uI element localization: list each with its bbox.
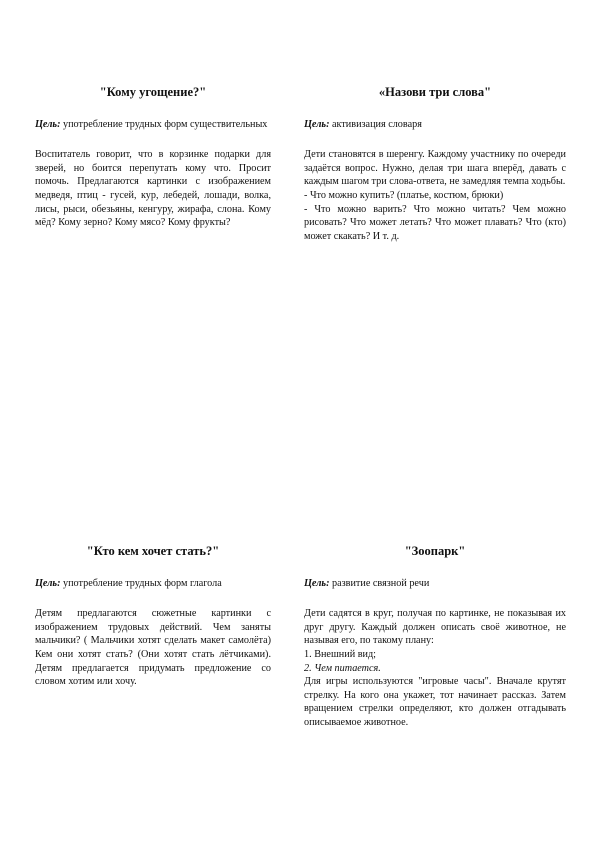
- game-title: "Кто кем хочет стать?": [86, 544, 220, 558]
- game-description: [304, 607, 566, 729]
- question-item: - Что можно варить? Что можно читать? Чем можно рисовать? Что может летать? Что может плавать? Что (кто) может скакать? И т. д.: [304, 203, 566, 242]
- plan-item: 1. Внешний вид;: [304, 648, 376, 660]
- goal-label: Цель:: [35, 118, 61, 130]
- goal-label: Цель:: [304, 577, 330, 589]
- game-goal: [35, 118, 271, 132]
- game-description: [35, 148, 271, 230]
- question-item: - Что можно купить? (платье, костюм, брюки): [304, 189, 504, 201]
- description-paragraph: Для игры используются "игровые часы". Вначале крутят стрелку. На кого она укажет, тот начинает рассказ. Затем вращением стрелки определяют, кто должен отгадывать описываемое животное.: [304, 676, 566, 728]
- goal-label: Цель:: [35, 577, 61, 589]
- game-goal: [35, 577, 271, 591]
- game-goal: [304, 577, 566, 591]
- goal-text: употребление трудных форм существительных: [60, 118, 268, 130]
- game-card-nazovi-tri-slova: [304, 86, 566, 243]
- description-paragraph: Дети садятся в круг, получая по картинке, не показывая их друг другу. Каждый должен описать своё животное, не называя его, по такому плану:: [304, 608, 566, 647]
- game-card-kto-kem-hochet-stat: [35, 545, 271, 689]
- description-paragraph: Дети становятся в шеренгу. Каждому участнику по очереди задаётся вопрос. Нужно, делая три шага вперёд, давать с каждым шагом три слова-ответа, не замедляя темпа ходьбы.: [304, 149, 566, 188]
- description-paragraph: Детям предлагаются сюжетные картинки с изображением трудовых действий. Чем заняты мальчики? ( Мальчики хотят сделать макет самолёта) Кем они хотят стать? (Они хотят стать лётчиками). Детям предлагается придумать предложение со словом хотим или хочу.: [35, 608, 271, 688]
- plan-item: 2. Чем питается.: [304, 662, 381, 674]
- game-goal: [304, 118, 566, 132]
- game-description: [304, 148, 566, 243]
- game-card-zoopark: [304, 545, 566, 730]
- goal-text: активизация словаря: [329, 118, 422, 130]
- game-title: "Зоопарк": [404, 544, 466, 558]
- goal-text: употребление трудных форм глагола: [60, 577, 222, 589]
- description-paragraph: Воспитатель говорит, что в корзинке подарки для зверей, но боится перепутать кому что. Просит помочь. Предлагаются картинки с изображением медведя, птиц - гусей, кур, лебедей, лошади, волка, лисы, рыси, обезьяны, кенгуру, жирафа, слона. Кому мёд? Кому зерно? Кому мясо? Кому фрукты?: [35, 149, 271, 229]
- game-description: [35, 607, 271, 689]
- goal-text: развитие связной речи: [329, 577, 430, 589]
- game-title: «Назови три слова": [378, 85, 492, 99]
- game-card-komu-ugoshchenie: [35, 86, 271, 230]
- goal-label: Цель:: [304, 118, 330, 130]
- game-title: "Кому угощение?": [99, 85, 207, 99]
